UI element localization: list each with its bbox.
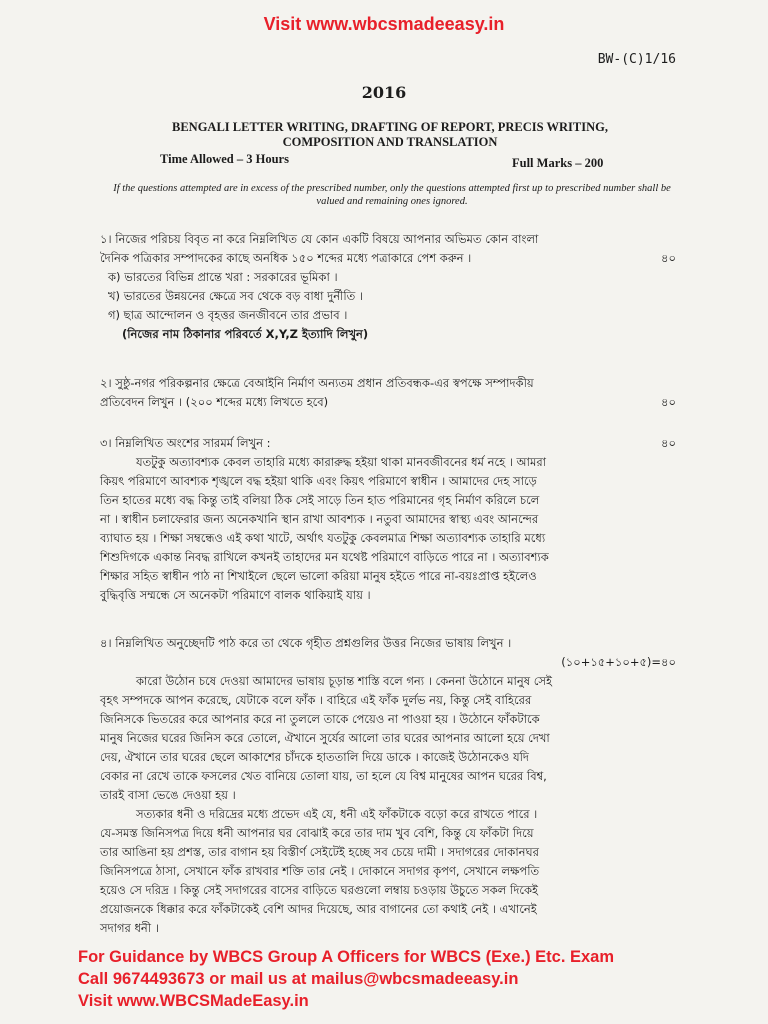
q4-para2-line-7: সদাগর ধনী । bbox=[100, 921, 159, 935]
question-4 bbox=[100, 634, 690, 938]
q3-line-3: তিন হাতের মধ্যে বদ্ধ কিন্তু তাই বলিয়া ঠিক সেই সাড়ে তিন হাত পরিমানের গৃহ নির্মাণ করিলে চলে bbox=[100, 493, 540, 507]
q3-line-6: শিশুদিগকে একান্ত নিবদ্ধ রাখিলে কখনই তাহাদের মন যথেষ্ট পরিমাণে বাড়িতে পারে না । অত্যাবশ্যক bbox=[100, 550, 549, 564]
q4-para2-line-6: প্রয়োজনকে ধিক্কার করে ফাঁকটাকেই বেশি আদর দিয়েছে, আর বাগানের তো কথাই নেই । এখানেই bbox=[100, 902, 537, 916]
q4-para1-line-7: তারই বাসা ভেঙে দেওয়া হয় । bbox=[100, 788, 236, 802]
q4-para2-line-3: তার আঙিনা হয় প্রশস্ত, তার বাগান হয় বিস্তীর্ণ সেইটেই হচ্ছে সব চেয়ে দামী । সদাগরের দোকানঘর bbox=[100, 845, 539, 859]
paper-code: BW-(C)1/16 bbox=[597, 52, 676, 67]
q2-line-1: ২। সুষ্ঠু-নগর পরিকল্পনার ক্ষেত্রে বেআইনি নির্মাণ অন্যতম প্রধান প্রতিবন্ধক-এর স্বপক্ষে সম্পাদকীয় bbox=[100, 376, 534, 390]
q4-para1-line-5: দেয়, ঐখানে তার ঘরের ছেলে আকাশের চাঁদকে হাততালি দিয়ে ডাকে । কাজেই উঠোনকেও যদি bbox=[100, 750, 529, 764]
visit-banner-top[interactable]: Visit www.wbcsmadeeasy.in bbox=[263, 14, 505, 34]
paper-title bbox=[110, 120, 670, 150]
q3-line-4: না । স্বাধীন চলাফেরার জন্য অনেকখানি স্থান রাখা আবশ্যক । নতুবা আমাদের স্বাস্থ্য এবং আনন্দের bbox=[100, 512, 539, 526]
full-marks: Full Marks – 200 bbox=[512, 156, 604, 170]
q4-para2-line-4: জিনিসপত্রে ঠাসা, সেখানে ফাঁক রাখবার শক্তি তার নেই । দোকানে সদাগর কৃপণ, সেখানে লক্ষপতি bbox=[100, 864, 540, 878]
q1-option-b: খ) ভারতের উন্নয়নের ক্ষেত্রে সব থেকে বড় বাধা দুর্নীতি । bbox=[108, 289, 364, 303]
title-line-1: BENGALI LETTER WRITING, DRAFTING OF REPORT, PRECIS WRITING, bbox=[172, 120, 608, 134]
q4-para2-line-1: সত্যকার ধনী ও দরিদ্রের মধ্যে প্রভেদ এই যে, ধনী এই ফাঁকটাকে বড়ো করে রাখতে পারে । bbox=[136, 807, 538, 821]
footer-visit-link[interactable]: Visit www.WBCSMadeEasy.in bbox=[78, 992, 309, 1010]
footer-contact-line[interactable]: Call 9674493673 or mail us at mailus@wbcsmadeeasy.in bbox=[78, 970, 519, 988]
question-2 bbox=[100, 374, 690, 412]
q4-para2-line-2: যে-সমস্ত জিনিসপত্র দিয়ে ধনী আপনার ঘর বোঝাই করে তার দাম খুব বেশি, কিন্তু যে ফাঁকটা দিয়ে bbox=[100, 826, 534, 840]
q2-line-2: প্রতিবেদন লিখুন । (২০০ শব্দের মধ্যে লিখতে হবে) bbox=[100, 395, 329, 409]
q3-marks: ৪০ bbox=[661, 436, 676, 450]
q1-marks: ৪০ bbox=[661, 251, 676, 265]
q4-para1-line-6: বেকার না রেখে তাকে ফসলের খেত বানিয়ে তোলা যায়, তা হলে যে বিশ্ব মানুষের আপন ঘরের বিশ্ব, bbox=[100, 769, 547, 783]
q4-para1-line-3: জিনিসকে ভিতরের করে আপনার করে না তুললে তাকে পেয়েও না পাওয়া হয় । উঠোনে ফাঁকটাকে bbox=[100, 712, 540, 726]
question-3 bbox=[100, 434, 690, 605]
q1-line-1: ১। নিজের পরিচয় বিবৃত না করে নিম্নলিখিত যে কোন একটি বিষয়ে আপনার অভিমত কোন বাংলা bbox=[100, 232, 539, 246]
q3-line-2: কিয়ৎ পরিমাণে আবশ্যক শৃঙ্খলে বদ্ধ হইয়া থাকি এবং কিয়ৎ পরিমাণে স্বাধীন । আমাদের দেহ সাড়ে bbox=[100, 474, 537, 488]
q1-option-c: গ) ছাত্র আন্দোলন ও বৃহত্তর জনজীবনে তার প্রভাব । bbox=[108, 308, 348, 322]
q3-line-1: যতটুকু অত্যাবশ্যক কেবল তাহারি মধ্যে কারারুদ্ধ হইয়া থাকা মানবজীবনের ধর্ম নহে । আমরা bbox=[136, 455, 546, 469]
q4-heading: ৪। নিম্নলিখিত অনুচ্ছেদটি পাঠ করে তা থেকে গৃহীত প্রশ্নগুলির উত্তর নিজের ভাষায় লিখুন । bbox=[100, 636, 512, 650]
time-allowed: Time Allowed – 3 Hours bbox=[160, 152, 289, 166]
q4-para1-line-1: কারো উঠোন চষে দেওয়া আমাদের ভাষায় চূড়ান্ত শাস্তি বলে গন্য । কেননা উঠোনে মানুষ সেই bbox=[136, 674, 552, 688]
q1-note: (নিজের নাম ঠিকানার পরিবর্তে X,Y,Z ইত্যাদি লিখুন) bbox=[122, 327, 369, 341]
q4-para2-line-5: হয়েও সে দরিদ্র । কিন্তু সেই সদাগরের বাসের বাড়িতে ঘরগুলো লম্বায় চওড়ায় উচুতে সকল দিকেই bbox=[100, 883, 539, 897]
q1-option-a: ক) ভারতের বিভিন্ন প্রান্তে খরা : সরকারের ভূমিকা । bbox=[108, 270, 338, 284]
q3-line-5: ব্যাঘাত হয় । শিক্ষা সম্বন্ধেও এই কথা খাটে, অর্থাৎ যতটুকু কেবলমাত্র শিক্ষা অত্যাবশ্যক তাহারি মধ্যে bbox=[100, 531, 546, 545]
footer-guidance-line: For Guidance by WBCS Group A Officers for WBCS (Exe.) Etc. Exam bbox=[78, 948, 615, 966]
q4-marks: (১০+১৫+১০+৫)=৪০ bbox=[561, 655, 676, 669]
q4-para1-line-2: বৃহৎ সম্পদকে আপন করেছে, যেটাকে বলে ফাঁক । বাহিরে এই ফাঁক দুর্লভ নয়, কিন্তু সেই বাহিরের bbox=[100, 693, 532, 707]
q3-heading: ৩। নিম্নলিখিত অংশের সারমর্ম লিখুন : bbox=[100, 436, 271, 450]
q3-line-8: বুদ্ধিবৃত্তি সম্মন্ধে সে অনেকটা পরিমাণে বালক থাকিয়াই যায় । bbox=[100, 588, 371, 602]
instruction-text: If the questions attempted are in excess of the prescribed number, only the questions attempted first up to prescribed number shall be valued and remaining ones ignored. bbox=[113, 183, 671, 207]
q4-para1-line-4: মানুষ নিজের ঘরের জিনিস করে তোলে, ঐখানে সুর্যের আলো তার ঘরের আপনার আলো হয়ে দেখা bbox=[100, 731, 550, 745]
title-line-2: COMPOSITION AND TRANSLATION bbox=[282, 135, 498, 149]
exam-year: 2016 bbox=[361, 83, 407, 102]
question-1 bbox=[100, 230, 690, 344]
q3-line-7: শিক্ষার সহিত স্বাধীন পাঠ না শিখাইলে ছেলে ভালো করিয়া মানুষ হইতে পারে না-বয়ঃপ্রাপ্ত হইলেও bbox=[100, 569, 537, 583]
q1-line-2: দৈনিক পত্রিকার সম্পাদকের কাছে অনধিক ১৫০ শব্দের মধ্যে পত্রাকারে পেশ করুন । bbox=[100, 251, 472, 265]
guidance-footer bbox=[78, 946, 758, 1012]
q2-marks: ৪০ bbox=[661, 395, 676, 409]
